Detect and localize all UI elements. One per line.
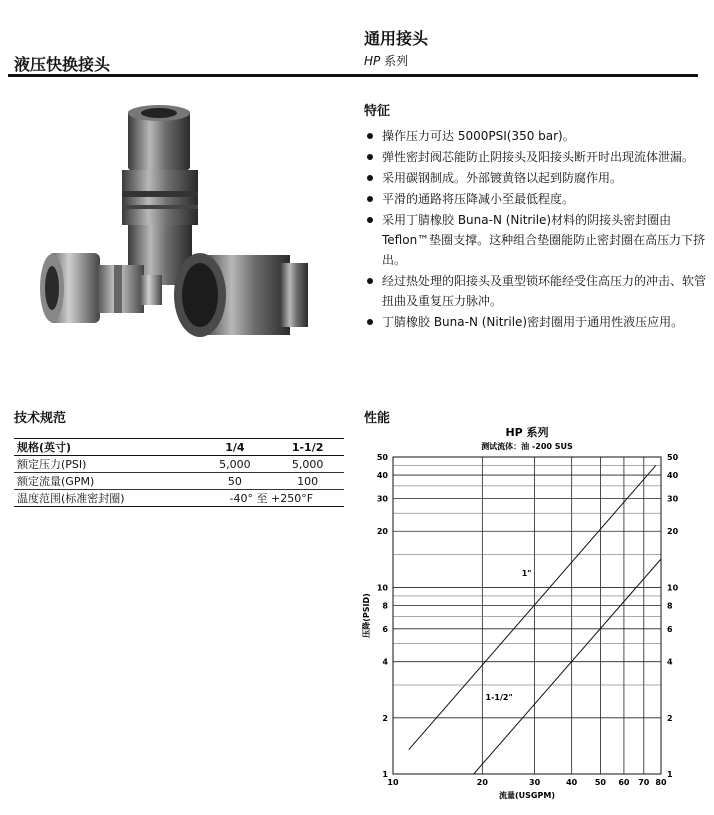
series-suffix: 系列 [384,54,409,68]
feature-item: 平滑的通路将压降减小至最低程度。 [362,189,707,209]
product-title: 通用接头 [364,29,429,48]
bullet-icon [367,133,373,139]
x-tick-label: 20 [476,778,488,787]
x-tick-label: 30 [529,778,541,787]
y-tick-label-left: 30 [376,494,388,504]
x-axis-label: 流量(USGPM) [499,791,555,800]
y-tick-label-right: 8 [667,601,673,611]
y-tick-label-left: 10 [376,583,388,593]
table-cell: 温度范围(标准密封圈) [14,490,199,507]
bullet-icon [367,154,373,160]
y-axis-label: 压降(PSID) [362,593,371,638]
header-rule [8,74,698,77]
table-cell: 100 [271,473,344,490]
table-header-cell: 规格(英寸) [14,439,199,456]
y-tick-label-right: 40 [667,471,679,481]
features-heading: 特征 [364,104,391,119]
y-tick-label-left: 40 [376,471,388,481]
bullet-icon [367,278,373,284]
x-tick-label: 70 [638,778,650,787]
series-line [474,559,661,774]
specs-table [14,438,344,507]
series-subtitle [364,52,408,69]
x-tick-label: 40 [566,778,578,787]
performance-chart [355,422,710,807]
table-cell: 50 [199,473,272,490]
chart-subtitle: 测试流体：油 -200 SUS [481,442,573,451]
features-list [362,126,707,333]
y-tick-label-right: 30 [667,494,679,504]
feature-item: 采用碳钢制成。外部镀黄铬以起到防腐作用。 [362,168,707,188]
x-tick-label: 50 [594,778,606,787]
y-tick-label-right: 10 [667,583,679,593]
table-header-cell: 1/4 [199,439,272,456]
bullet-icon [367,319,373,325]
y-tick-label-left: 8 [382,601,388,611]
table-row [14,456,344,473]
feature-item: 经过热处理的阳接头及重型锁环能经受住高压力的冲击、软管扭曲及重复压力脉冲。 [362,271,707,311]
feature-item: 弹性密封阀芯能防止阴接头及阳接头断开时出现流体泄漏。 [362,147,707,167]
table-cell: 额定流量(GPM) [14,473,199,490]
feature-item: 丁腈橡胶 Buna-N (Nitrile)密封圈用于通用性液压应用。 [362,312,707,332]
chart-title: HP 系列 [505,426,549,439]
table-cell: 5,000 [271,456,344,473]
plot-frame [393,457,661,774]
specs-heading: 技术规范 [14,411,67,426]
y-tick-label-right: 50 [667,453,679,462]
y-tick-label-left: 20 [376,527,388,537]
y-tick-label-right: 4 [667,657,673,667]
table-cell: 额定压力(PSI) [14,456,199,473]
y-tick-label-left: 1 [382,770,388,779]
performance-heading: 性能 [364,411,391,426]
product-photo [10,95,330,355]
y-tick-label-right: 1 [667,770,673,779]
series-label: 1" [521,569,532,579]
y-tick-label-right: 6 [667,624,673,634]
table-cell: -40° 至 +250°F [199,490,344,507]
series-label: 1-1/2" [485,692,513,702]
y-tick-label-left: 4 [382,657,388,667]
table-row [14,473,344,490]
bullet-icon [367,217,373,223]
x-tick-label: 80 [655,778,667,787]
table-header-cell: 1-1/2 [271,439,344,456]
feature-item: 操作压力可达 5000PSI(350 bar)。 [362,126,707,146]
table-row [14,490,344,507]
y-tick-label-left: 2 [382,713,388,723]
table-header-row [14,439,344,456]
series-code: HP [364,54,381,68]
y-tick-label-left: 50 [376,453,388,462]
page-title: 液压快换接头 [14,55,111,74]
table-cell: 5,000 [199,456,272,473]
y-tick-label-right: 20 [667,527,679,537]
x-tick-label: 10 [387,778,399,787]
y-tick-label-right: 2 [667,713,673,723]
x-tick-label: 60 [618,778,630,787]
bullet-icon [367,196,373,202]
y-tick-label-left: 6 [382,624,388,634]
bullet-icon [367,175,373,181]
feature-item: 采用丁腈橡胶 Buna-N (Nitrile)材料的阴接头密封圈由Teflon™垫圈支撑。这种组合垫圈能防止密封圈在高压力下挤出。 [362,210,707,270]
